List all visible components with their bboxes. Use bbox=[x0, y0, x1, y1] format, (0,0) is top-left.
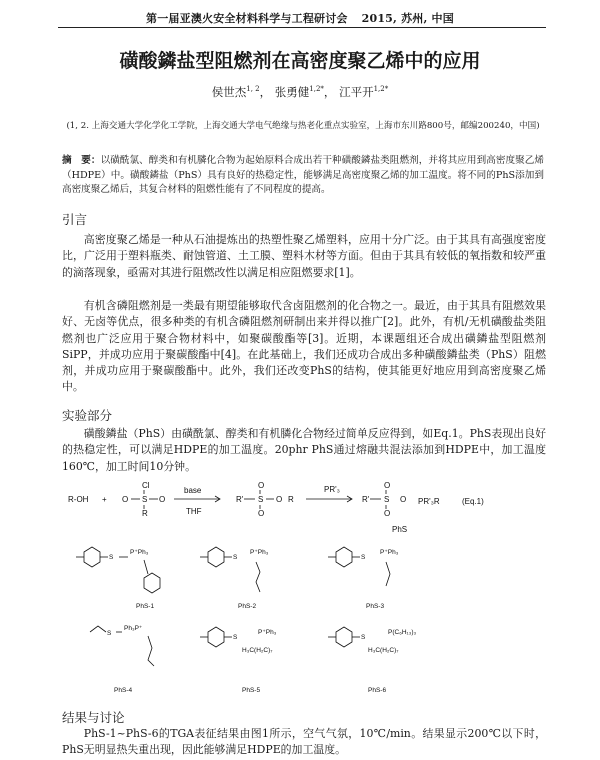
scheme-atom: O bbox=[159, 495, 166, 504]
compound-cation: P⁺Ph₃ bbox=[380, 549, 399, 556]
scheme-atom: O bbox=[400, 495, 407, 504]
paper-title: 磺酸鏻盐型阻燃剂在高密度聚乙烯中的应用 bbox=[119, 50, 481, 72]
compound-label-phs4: PhS-4 bbox=[114, 687, 133, 694]
scheme-atom: O bbox=[384, 481, 391, 490]
abstract-label: 摘 要： bbox=[62, 155, 101, 166]
compound-label-phs5: PhS-5 bbox=[242, 687, 261, 694]
compound-label-phs1: PhS-1 bbox=[136, 603, 155, 610]
conference-year-city: 2015, 苏州, 中国 bbox=[361, 12, 454, 25]
compound-atom: S bbox=[107, 630, 112, 637]
compound-cation: Ph₃P⁺ bbox=[124, 625, 143, 632]
scheme-reagent-phosphine: PR'₃ bbox=[324, 485, 340, 494]
author-list bbox=[0, 84, 600, 100]
scheme-atom: Cl bbox=[142, 481, 150, 490]
compound-atom: S bbox=[233, 634, 238, 641]
intro-paragraph-1: 高密度聚乙烯是一种从石油提炼出的热塑性聚乙烯塑料，应用十分广泛。由于其具有高强度密度比，广泛用于塑料瓶类、耐蚀管道、土工膜、塑料木材等方面。但由于其具有较低的氧指数和较严重的滴落现象，亟需对其进行阻燃改性以满足相应阻燃要求[1]。 bbox=[62, 233, 546, 279]
scheme-condition-base: base bbox=[184, 486, 202, 495]
author-name: 侯世杰 bbox=[211, 85, 247, 99]
section-title-intro: 引言 bbox=[62, 212, 88, 227]
scheme-atom: S bbox=[142, 495, 148, 504]
scheme-atom: R bbox=[142, 509, 148, 518]
compound-row-1-text bbox=[109, 549, 399, 610]
compound-cation: P(C₆H₁₃)₃ bbox=[388, 629, 417, 636]
compound-atom: S bbox=[361, 554, 366, 561]
compound-label-phs6: PhS-6 bbox=[368, 687, 387, 694]
compound-chain: H₃C(H₂C)₇ bbox=[242, 647, 273, 654]
scheme-atom: O bbox=[258, 481, 265, 490]
scheme-atom: O bbox=[276, 495, 283, 504]
compound-chain: H₃C(H₂C)₇ bbox=[368, 647, 399, 654]
reaction-scheme bbox=[62, 480, 546, 702]
compound-row-2-text bbox=[107, 625, 417, 694]
abstract-text: 以磺酰氯、醇类和有机膦化合物为起始原料合成出若干种磺酸鏻盐类阻燃剂，并将其应用到高密度聚乙烯（HDPE）中。磺酸鏻盐（PhS）具有良好的热稳定性，能够满足高密度聚乙烯的加工温度。将不同的PhS添加到高密度聚乙烯后，其复合材料的阻燃性能有了不同程度的提高。 bbox=[62, 155, 545, 195]
experimental-paragraph: 磺酸鏻盐（PhS）由磺酰氯、醇类和有机膦化合物经过简单反应得到，如Eq.1。PhS表现出良好的热稳定性，可以满足HDPE的加工温度。20phr PhS通过熔融共混法添加到HDPE中，加工温度160℃，加工时间10分钟。 bbox=[62, 427, 546, 473]
scheme-cation: PR'₃R bbox=[418, 497, 440, 506]
scheme-atom: R' bbox=[362, 495, 370, 504]
scheme-atom: O bbox=[384, 509, 391, 518]
scheme-atom: O bbox=[258, 509, 265, 518]
author-name: 江平开 bbox=[339, 85, 374, 99]
compound-cation: P⁺Ph₃ bbox=[258, 629, 277, 636]
author-name: 张勇健 bbox=[274, 85, 310, 99]
author-affil-mark: 1,2* bbox=[373, 85, 389, 94]
compound-atom: S bbox=[233, 554, 238, 561]
conference-name: 第一届亚澳火安全材料科学与工程研讨会 bbox=[146, 12, 348, 25]
scheme-atom: R' bbox=[236, 495, 244, 504]
section-title-results: 结果与讨论 bbox=[62, 710, 125, 725]
author-separator: ， bbox=[259, 85, 272, 99]
scheme-figure bbox=[62, 480, 546, 702]
author-affil-mark: 1, 2 bbox=[246, 85, 260, 94]
compound-atom: S bbox=[361, 634, 366, 641]
scheme-alcohol: R-OH bbox=[68, 495, 89, 504]
compound-label-phs2: PhS-2 bbox=[238, 603, 257, 610]
scheme-atom: R bbox=[288, 495, 294, 504]
conference-header bbox=[0, 10, 600, 26]
scheme-atom: S bbox=[384, 495, 390, 504]
compound-atom: S bbox=[109, 554, 114, 561]
author-affil-mark: 1,2* bbox=[309, 85, 324, 94]
affiliation: (1, 2. 上海交通大学化学化工学院，上海交通大学电气绝缘与热老化重点实验室，上海市东川路800号，邮编200240，中国) bbox=[66, 121, 540, 131]
scheme-atom: S bbox=[258, 495, 264, 504]
compound-row-2 bbox=[90, 626, 360, 666]
abstract bbox=[62, 154, 544, 198]
compound-label-phs3: PhS-3 bbox=[366, 603, 385, 610]
header-rule bbox=[58, 27, 546, 28]
scheme-equation-label: (Eq.1) bbox=[462, 497, 484, 506]
intro-paragraph-2: 有机含磷阻燃剂是一类最有期望能够取代含卤阻燃剂的化合物之一。最近，由于其具有阻燃效果好、无卤等优点，很多种类的有机含磷阻燃剂研制出来并得以推广[2]。此外，有机/无机磺酸盐类阻燃剂也广泛应用于聚合物材料中，如聚碳酸酯等[3]。近期，本课题组还合成出磺鏻盐型阻燃剂SiPP，并成功应用于聚碳酸酯中[4]。在此基础上，我们还成功合成出多种磺酸鏻盐类（PhS）阻燃剂，并成功应用于聚碳酸酯中。此外，我们还改变PhS的结构，使其能更好地应用到高密度聚乙烯中。 bbox=[62, 299, 546, 394]
compound-cation: P⁺Ph₃ bbox=[250, 549, 269, 556]
scheme-condition-solvent: THF bbox=[186, 507, 202, 516]
compound-cation: P⁺Ph₃ bbox=[130, 549, 149, 556]
section-title-experimental: 实验部分 bbox=[62, 408, 113, 423]
scheme-atom: O bbox=[122, 495, 129, 504]
results-paragraph: PhS-1~PhS-6的TGA表征结果由图1所示，空气气氛，10℃/min。结果显示200℃以下时，PhS无明显热失重出现，因此能够满足HDPE的加工温度。 bbox=[62, 727, 546, 757]
scheme-plus: + bbox=[102, 495, 107, 504]
scheme-product-label: PhS bbox=[392, 525, 408, 534]
author-separator: ， bbox=[323, 85, 336, 99]
